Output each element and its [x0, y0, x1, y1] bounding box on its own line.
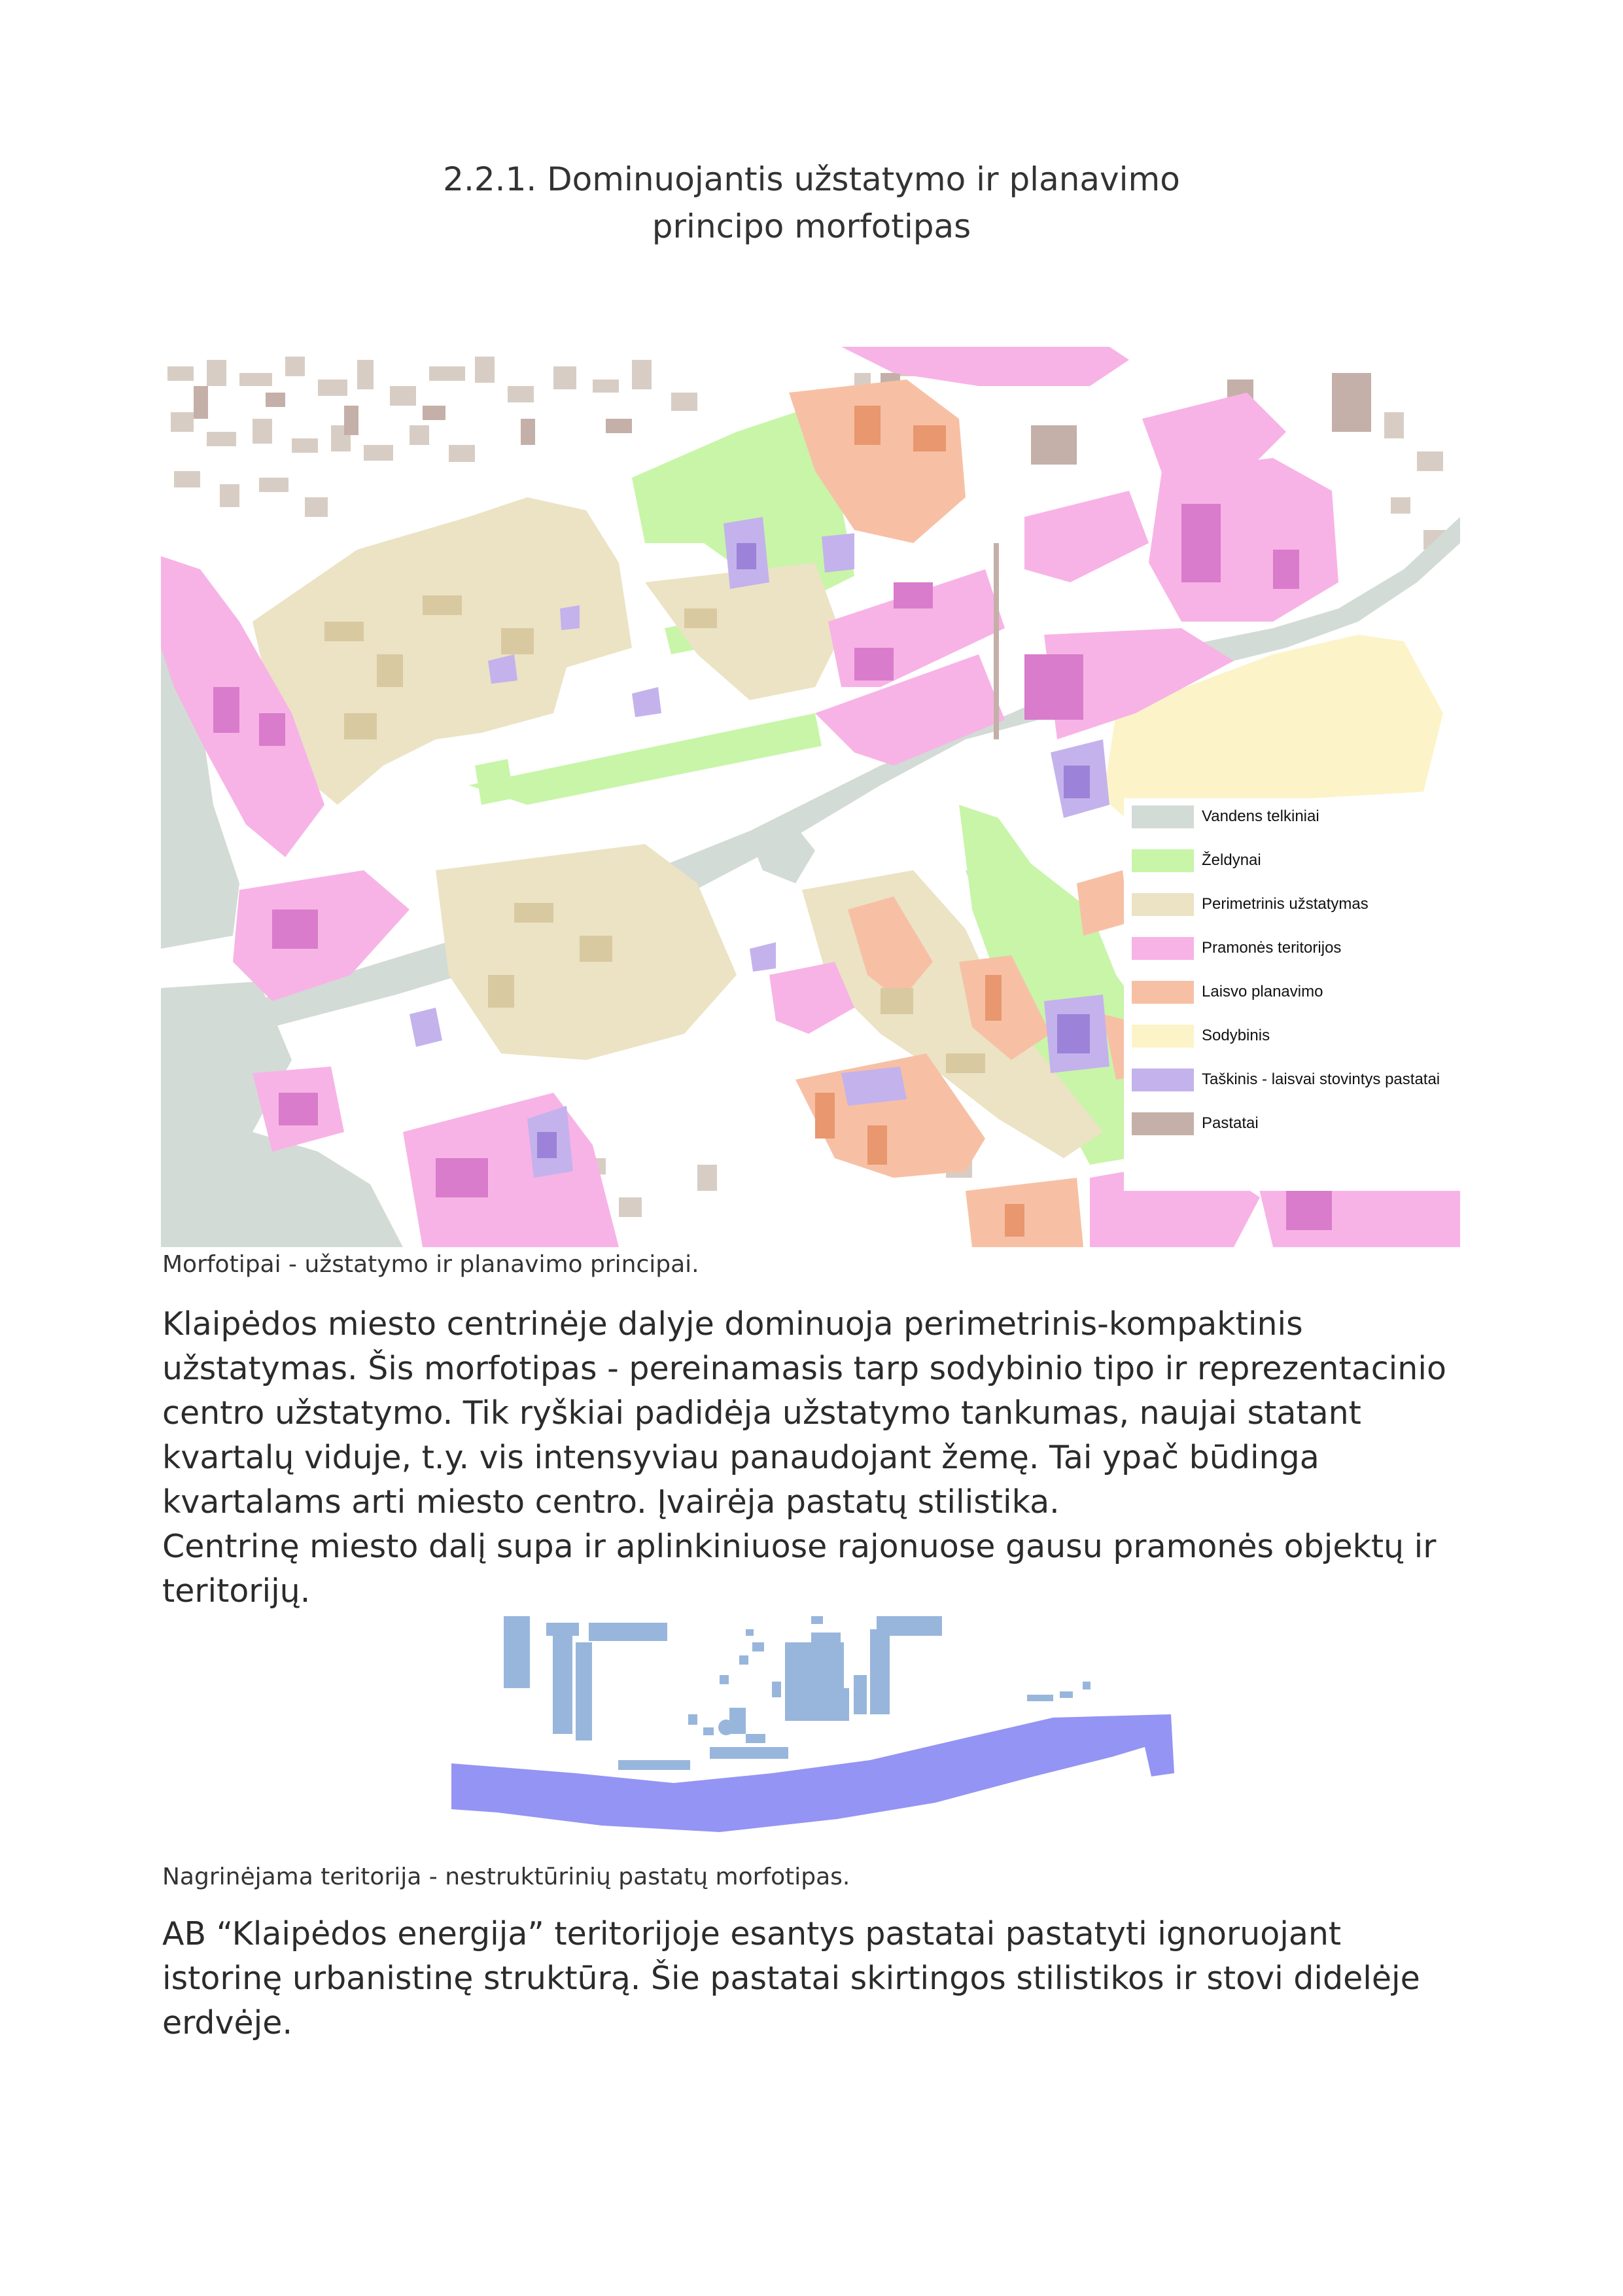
- legend-item: [1132, 979, 1323, 1005]
- legend-swatch: [1132, 1069, 1194, 1091]
- map-railway: [994, 543, 999, 739]
- legend-item: [1132, 1067, 1440, 1093]
- site-plan-caption: Nagrinėjama teritorija - nestruktūrinių pastatų morfotipas.: [162, 1863, 850, 1890]
- legend-label: Pastatai: [1202, 1114, 1259, 1132]
- paragraph-2-text: AB “Klaipėdos energija” teritorijoje esantys pastatai pastatyti ignoruojant istorinę urbanistinę struktūrą. Šie pastatai skirtingos stilistikos ir stovi didelėje erdvėje.: [162, 1915, 1420, 2041]
- legend-item: [1132, 891, 1369, 917]
- paragraph-1-text-2: Centrinę miesto dalį supa ir aplinkiniuose rajonuose gausu pramonės objektų ir teritorijų.: [162, 1528, 1437, 1610]
- legend-item: [1132, 804, 1319, 830]
- legend-item: [1132, 1110, 1259, 1137]
- legend-label: Sodybinis: [1202, 1027, 1270, 1044]
- legend-item: [1132, 847, 1261, 874]
- map-caption: Morfotipai - užstatymo ir planavimo principai.: [162, 1251, 699, 1278]
- site-plan-canvas: [445, 1616, 1184, 1845]
- legend-label: Želdynai: [1202, 851, 1261, 869]
- legend-swatch: [1132, 849, 1194, 872]
- legend-swatch: [1132, 893, 1194, 916]
- paragraph-1-text: Klaipėdos miesto centrinėje dalyje dominuoja perimetrinis-kompaktinis užstatymas. Šis morfotipas - pereinamasis tarp sodybinio tipo ir reprezentacinio centro užstatymo. Tik ryškiai padidėja užstatymo tankumas, naujai statant kvartalų viduje, t.y. vis intensyviau panaudojant žemę. Tai ypač būdinga kvartalams arti miesto centro. Įvairėja pastatų stilistika.: [162, 1305, 1446, 1521]
- map-canvas: [161, 347, 1460, 1247]
- paragraph-2: [162, 1912, 1471, 2045]
- legend-label: Perimetrinis užstatymas: [1202, 895, 1369, 913]
- site-plan: [445, 1616, 1184, 1845]
- legend-label: Vandens telkiniai: [1202, 807, 1319, 825]
- legend-swatch: [1132, 805, 1194, 828]
- legend-label: Pramonės teritorijos: [1202, 939, 1342, 957]
- legend-swatch: [1132, 1025, 1194, 1048]
- legend-swatch: [1132, 981, 1194, 1004]
- legend-label: Taškinis - laisvai stovintys pastatai: [1202, 1070, 1440, 1088]
- morphotype-map: [161, 347, 1460, 1247]
- title-line-1: 2.2.1. Dominuojantis užstatymo ir planavimo: [443, 160, 1180, 198]
- paragraph-1: [162, 1302, 1471, 1614]
- legend-swatch: [1132, 937, 1194, 960]
- legend-swatch: [1132, 1112, 1194, 1135]
- page-title: [0, 156, 1623, 250]
- title-line-2: principo morfotipas: [652, 207, 971, 245]
- legend-item: [1132, 1023, 1270, 1049]
- legend-label: Laisvo planavimo: [1202, 983, 1323, 1000]
- legend-item: [1132, 935, 1341, 961]
